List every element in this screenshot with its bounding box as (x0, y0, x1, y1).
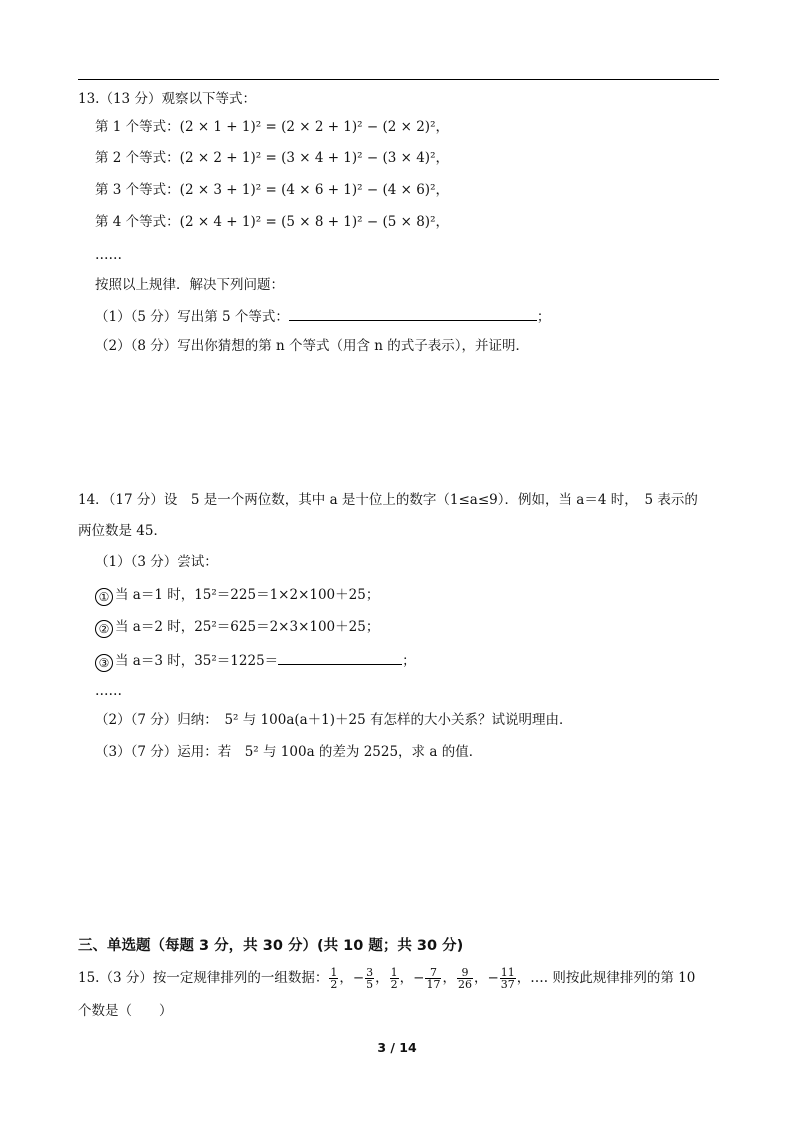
minus-sign: − (413, 970, 425, 986)
circled-number-3: ③ (95, 654, 113, 672)
minus-sign: − (352, 970, 365, 986)
q14-part2: （2）（7 分）归纳： 5² 与 100a(a＋1)＋25 有怎样的大小关系？试说明理由． (95, 712, 573, 728)
fraction-numerator: 11 (500, 966, 515, 979)
fraction (500, 967, 516, 990)
q14-part3: （3）（7 分）运用：若 5² 与 100a 的差为 2525，求 a 的值． (95, 744, 483, 760)
q14-try1: ① 当 a＝1 时，15²＝225＝1×2×100＋25； (95, 586, 379, 606)
fraction-numerator: 7 (425, 967, 441, 979)
q13-eq4: 第 4 个等式：(2 × 4 + 1)² = (5 × 8 + 1)² − (5 × 8)²， (95, 214, 449, 230)
fraction (425, 967, 441, 990)
q13-ellipsis: …… (95, 247, 122, 263)
q13-part2: （2）（8 分）写出你猜想的第 n 个等式（用含 n 的式子表示），并证明． (95, 338, 530, 354)
q13-eq1: 第 1 个等式：(2 × 1 + 1)² = (2 × 2 + 1)² − (2 × 2)²， (95, 119, 449, 135)
fraction (365, 967, 374, 990)
fraction-denominator: 5 (366, 978, 374, 991)
fraction-numerator: 1 (330, 966, 338, 979)
fraction (457, 967, 473, 990)
circled-number-1: ① (95, 588, 113, 606)
fraction-denominator: 17 (426, 978, 441, 991)
answer-blank[interactable] (278, 650, 402, 665)
fraction (390, 967, 399, 990)
q14-try3: ③ 当 a＝3 时，35²＝1225＝ ； (95, 650, 416, 672)
q14-header-line2: 两位数是 45． (78, 523, 167, 539)
fraction-denominator: 2 (390, 978, 398, 991)
top-rule (78, 79, 719, 80)
fraction-sequence: $\frac{1}{2}$ ，− $\frac{3}{5}$ ， $\frac{1}{2}$ ，− $\frac{7}{17}$ ， $\frac{9}{26}$ ，− $\frac{11}{37}$ (330, 966, 515, 991)
q14-header-line1: 14．（17 分）设 5 是一个两位数，其中 a 是十位上的数字（1≤a≤9）．例如，当 a＝4 时， 5 表示的 (78, 492, 698, 508)
answer-blank[interactable] (289, 306, 537, 321)
q14-ellipsis: …… (95, 683, 122, 699)
fraction-numerator: 1 (390, 966, 398, 979)
q13-eq3: 第 3 个等式：(2 × 3 + 1)² = (4 × 6 + 1)² − (4 × 6)²， (95, 182, 449, 198)
q13-header: 13.（13 分）观察以下等式： (78, 91, 256, 107)
section-title: 三、单选题（每题 3 分，共 30 分）(共 10 题；共 30 分) (78, 938, 464, 954)
q15-line1: 15.（3 分）按一定规律排列的一组数据： $\frac{1}{2}$ ，− $\frac{3}{5}$ ， $\frac{1}{2}$ ，− $\frac{7}{17}$ ， $\frac{9}{26}$ ，− $\frac{11}{37}$ ，…. 则按此规律排列的第 10 (78, 966, 696, 991)
q14-try2: ② 当 a＝2 时，25²＝625＝2×3×100＋25； (95, 618, 379, 638)
fraction (329, 967, 338, 990)
minus-sign: − (487, 970, 499, 986)
circled-number-2: ② (95, 620, 113, 638)
fraction-denominator: 37 (500, 978, 515, 991)
q13-part1: （1）（5 分）写出第 5 个等式： ； (95, 306, 550, 326)
page-number: 3 / 14 (377, 1040, 417, 1055)
q15-line2: 个数是（ ） (78, 1003, 173, 1019)
fraction-numerator: 9 (457, 967, 473, 979)
fraction-denominator: 2 (330, 978, 338, 991)
q13-eq2: 第 2 个等式：(2 × 2 + 1)² = (3 × 4 + 1)² − (3 × 4)²， (95, 150, 449, 166)
q14-part1: （1）（3 分）尝试： (95, 554, 218, 570)
q13-instruction: 按照以上规律．解决下列问题： (95, 277, 284, 293)
fraction-numerator: 3 (366, 966, 374, 979)
fraction-denominator: 26 (457, 978, 472, 991)
